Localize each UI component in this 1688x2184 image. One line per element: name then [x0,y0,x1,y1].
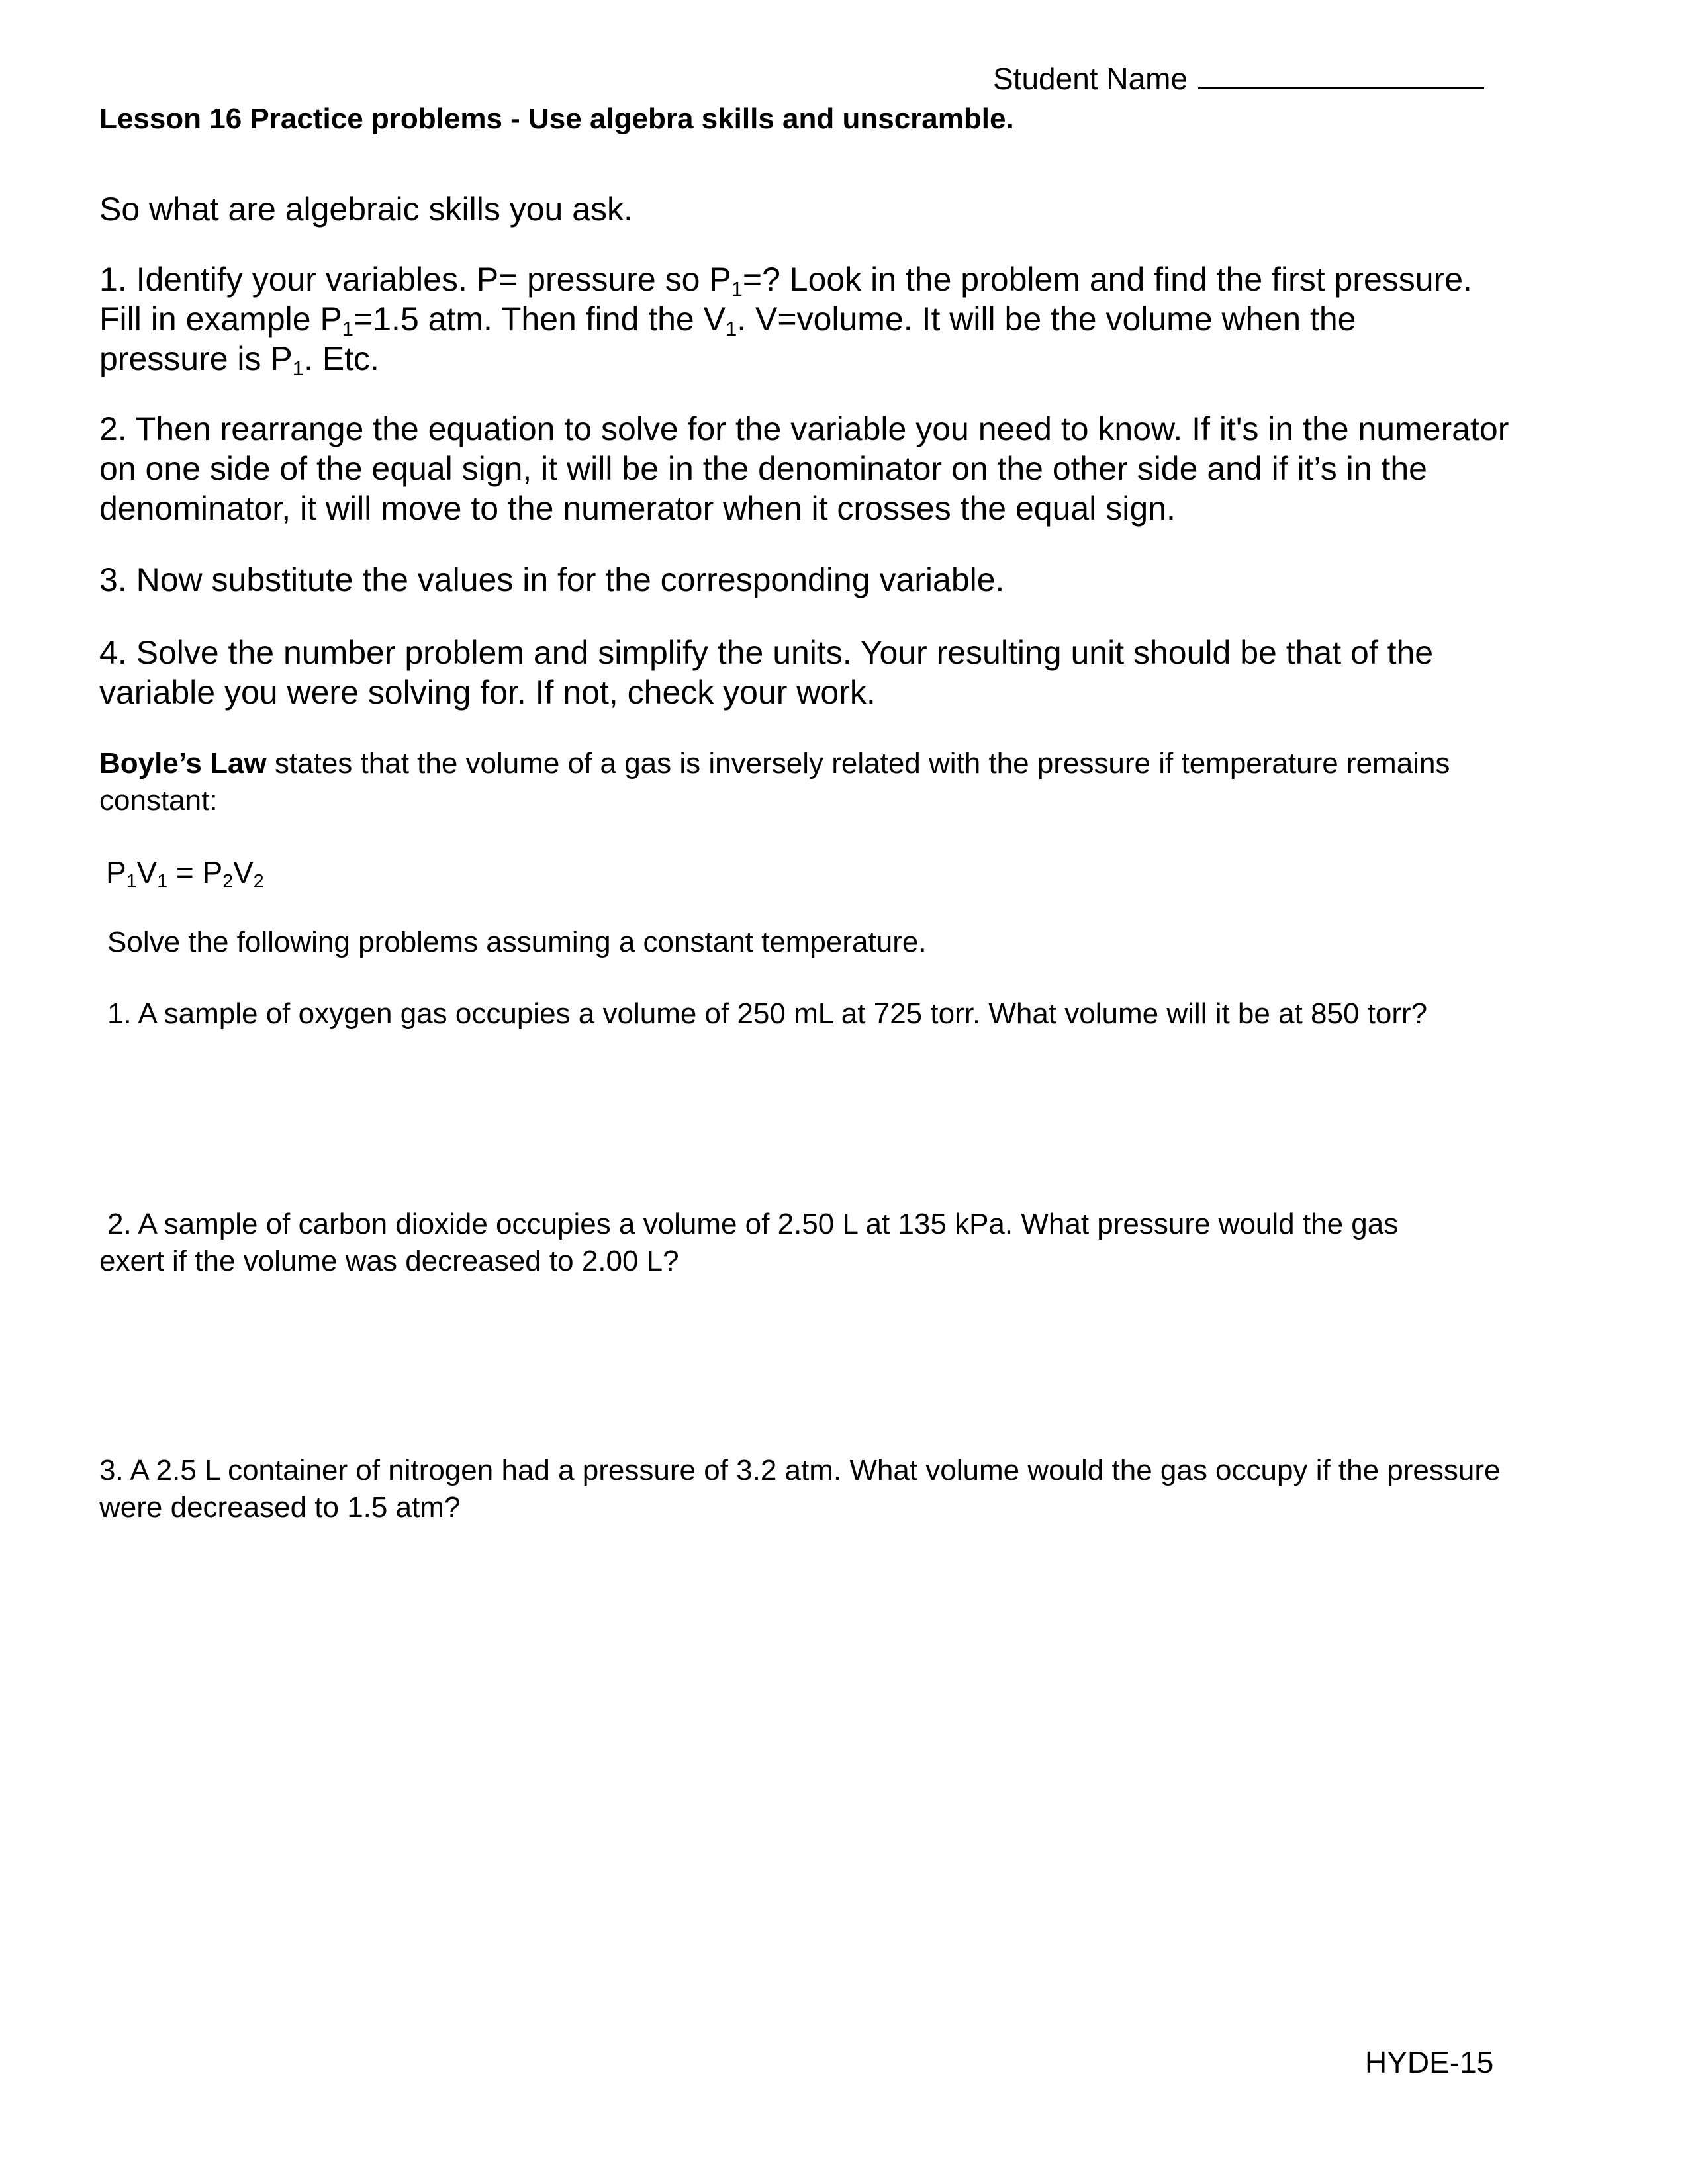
intro-question: So what are algebraic skills you ask. [99,191,633,228]
eq-v2: V [233,855,254,889]
boyles-law-definition-text: states that the volume of a gas is inversely related with the pressure if temperature remains constant: [99,747,1450,817]
step-4-paragraph: 4. Solve the number problem and simplify the units. Your resulting unit should be that of the variable you were solving for. If not, check your work. [99,634,1434,711]
problem-3-line-2: were decreased to 1.5 atm? [99,1491,461,1524]
student-name-label: Student Name [993,62,1188,96]
problem-2 [99,1206,1582,1280]
lesson-title: Lesson 16 Practice problems - Use algebra skills and unscramble. [99,103,1014,135]
step-1-text-d: =1.5 atm. Then find the V [353,300,726,338]
step-1-text-f: pressure is P [99,340,293,377]
step-1-text-g: . Etc. [304,340,379,377]
eq-p2: P [202,855,223,889]
step-1-paragraph [99,259,1542,379]
footer-code: HYDE-15 [1365,2045,1494,2079]
boyles-law-equation [106,854,1589,891]
step-1-sub-c: 1 [342,316,354,340]
problem-2-line-2: exert if the volume was decreased to 2.00 L? [99,1245,679,1277]
problems-instruction: Solve the following problems assuming a constant temperature. [107,926,927,958]
eq-p2-sub: 2 [222,871,234,893]
step-3-paragraph: 3. Now substitute the values in for the corresponding variable. [99,561,1005,598]
step-1-text-c: Fill in example P [99,300,342,338]
boyles-law-definition [99,745,1476,819]
eq-p1: P [106,855,126,889]
eq-p1-sub: 1 [126,871,137,893]
eq-v1-sub: 1 [157,871,168,893]
problem-2-line-1: 2. A sample of carbon dioxide occupies a volume of 2.50 L at 135 kPa. What pressure would the gas [107,1208,1399,1240]
problem-3 [99,1452,1582,1526]
student-name-field [993,58,1484,97]
step-1-text-e: . V=volume. It will be the volume when the [737,300,1356,338]
eq-v2-sub: 2 [253,871,264,893]
eq-v1: V [136,855,158,889]
step-1-sub-a: 1 [731,277,743,300]
step-1-sub-d: 1 [726,316,737,340]
step-1-text-b: =? Look in the problem and find the first pressure. [742,261,1472,298]
step-1-text-a: 1. Identify your variables. P= pressure so P [99,261,731,298]
eq-equals: = [167,855,203,889]
boyles-law-term: Boyle’s Law [99,747,267,780]
step-2-paragraph: 2. Then rearrange the equation to solve for the variable you need to know. If it's in the numerator on one side of the equal sign, it will be in the denominator on the other side and if it’s in the denominator, it will move to the numerator when it crosses the equal sign. [99,410,1509,527]
student-name-blank-line[interactable] [1198,58,1484,89]
problem-3-line-1: 3. A 2.5 L container of nitrogen had a pressure of 3.2 atm. What volume would the gas occupy if the pressure [99,1454,1501,1486]
problem-1: 1. A sample of oxygen gas occupies a volume of 250 mL at 725 torr. What volume will it be at 850 torr? [107,997,1428,1030]
step-1-sub-f: 1 [292,356,305,380]
